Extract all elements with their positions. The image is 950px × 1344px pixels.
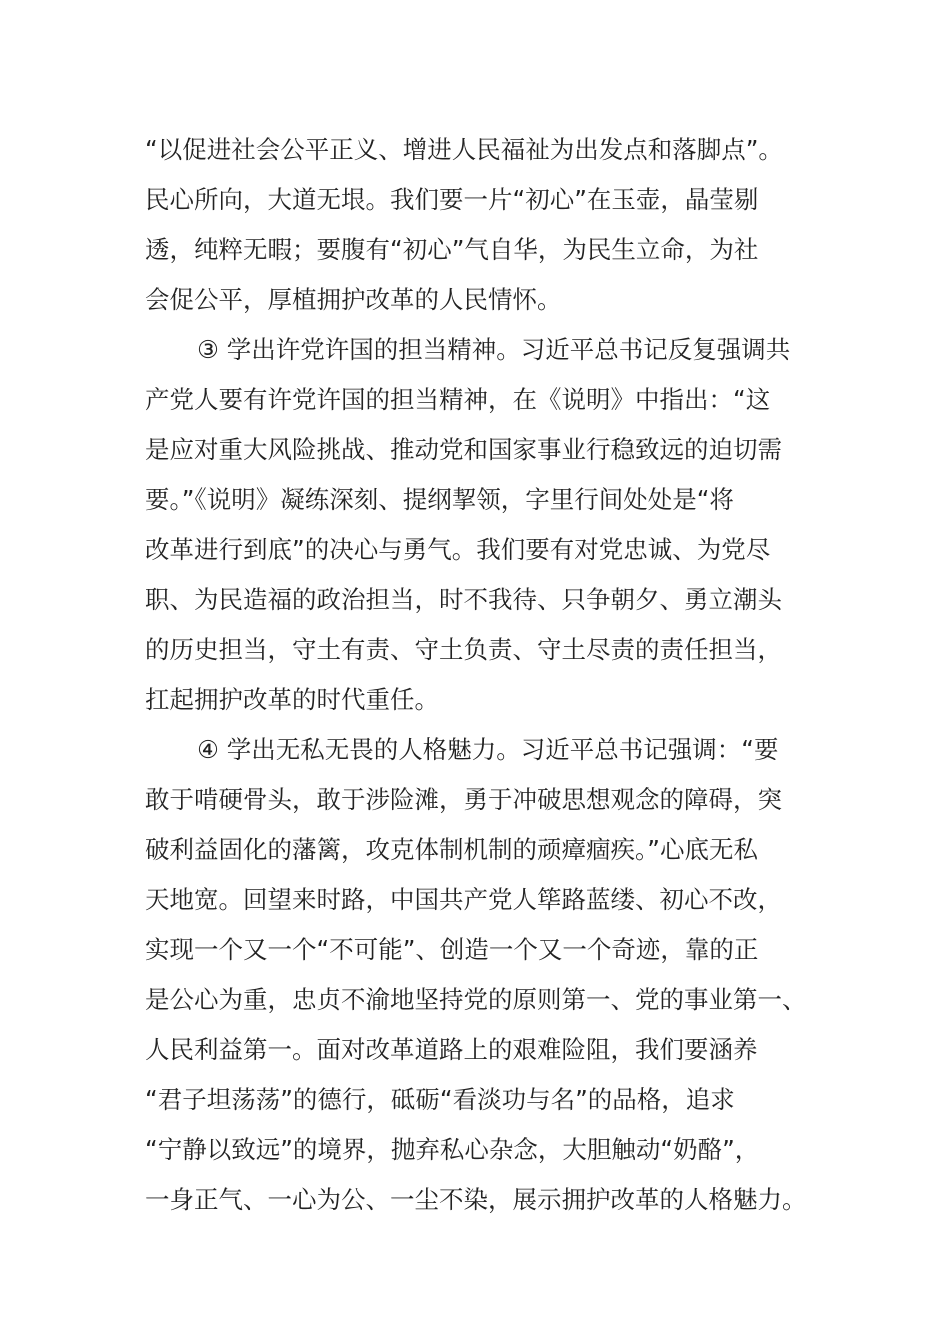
text-line: “以促进社会公平正义、增进人民福祉为出发点和落脚点”。: [145, 135, 783, 164]
text-line: 是公心为重，忠贞不渝地坚持党的原则第一、党的事业第一、: [145, 985, 807, 1014]
text-line: 民心所向，大道无垠。我们要一片“初心”在玉壶，晶莹剔: [145, 185, 759, 214]
section-4-heading-line: ④ 学出无私无畏的人格魅力。习近平总书记强调：“要: [197, 735, 779, 764]
text-line: 敢于啃硬骨头，敢于涉险滩，勇于冲破思想观念的障碍，突: [145, 785, 782, 814]
text-line: 一身正气、一心为公、一尘不染，展示拥护改革的人格魅力。: [145, 1185, 807, 1214]
text-line: 破利益固化的藩篱，攻克体制机制的顽瘴痼疾。”心底无私: [145, 835, 758, 864]
text-line: 产党人要有许党许国的担当精神，在《说明》中指出：“这: [145, 385, 771, 414]
body-text: [145, 125, 805, 1225]
text-line: 职、为民造福的政治担当，时不我待、只争朝夕、勇立潮头: [145, 585, 782, 614]
text-line: 会促公平，厚植拥护改革的人民情怀。: [145, 285, 562, 314]
section-3-heading-line: ③ 学出许党许国的担当精神。习近平总书记反复强调共: [197, 335, 791, 364]
text-line: “君子坦荡荡”的德行，砥砺“看淡功与名”的品格，追求: [145, 1085, 735, 1114]
text-line: 改革进行到底”的决心与勇气。我们要有对党忠诚、为党尽: [145, 535, 771, 564]
text-line: 天地宽。回望来时路，中国共产党人筚路蓝缕、初心不改，: [145, 885, 782, 914]
text-line: “宁静以致远”的境界，抛弃私心杂念，大胆触动“奶酪”，: [145, 1135, 760, 1164]
text-line: 扛起拥护改革的时代重任。: [145, 685, 439, 714]
text-line: 透，纯粹无暇；要腹有“初心”气自华，为民生立命，为社: [145, 235, 759, 264]
text-line: 是应对重大风险挑战、推动党和国家事业行稳致远的迫切需: [145, 435, 782, 464]
text-line: 要。”《说明》凝练深刻、提纲挈领，字里行间处处是“将: [145, 485, 734, 514]
text-line: 人民利益第一。面对改革道路上的艰难险阻，我们要涵养: [145, 1035, 758, 1064]
text-line: 实现一个又一个“不可能”、创造一个又一个奇迹，靠的正: [145, 935, 759, 964]
text-line: 的历史担当，守土有责、守土负责、守土尽责的责任担当，: [145, 635, 782, 664]
